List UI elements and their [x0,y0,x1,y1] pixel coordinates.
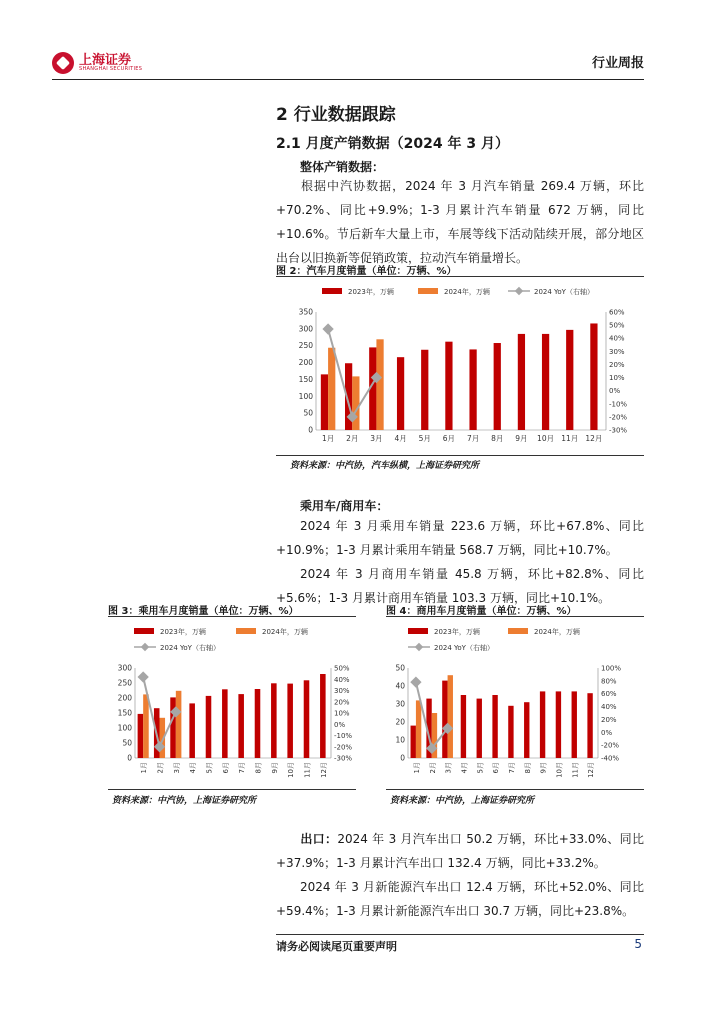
x-tick-label: 9月 [539,762,548,774]
x-tick-label: 1月 [321,434,335,443]
y-tick-label: 50 [395,663,405,673]
legend-label: 2023年，万辆 [160,628,206,636]
y2-tick-label: 40% [601,703,617,712]
bar-2023 [542,334,549,430]
fig4-bottom-rule [386,789,644,790]
y2-tick-label: 0% [609,387,621,396]
x-tick-label: 1月 [140,762,149,774]
x-tick-label: 1月 [412,762,421,774]
x-tick-label: 4月 [460,762,469,774]
y2-tick-label: -30% [609,426,628,435]
fig2-chart [276,278,644,454]
footer-divider [276,934,644,935]
fig3-title: 图 3：乘用车月度销量（单位：万辆、%） [108,606,299,617]
y-tick-label: 100 [117,723,132,733]
y2-tick-label: -20% [601,741,620,750]
legend-label: 2023年，万辆 [434,628,480,636]
x-tick-label: 3月 [370,434,383,443]
fig3-bottom-rule [108,789,356,790]
x-tick-label: 7月 [466,434,480,443]
legend-marker [515,287,523,295]
bar-2024 [376,339,383,430]
bar-2024 [328,348,335,430]
x-tick-label: 12月 [585,434,603,443]
overall-heading: 整体产销数据： [300,160,385,174]
yoy-marker [410,676,421,687]
y2-tick-label: 60% [609,308,625,317]
x-tick-label: 7月 [238,762,247,774]
bar-2023 [587,693,592,758]
legend-marker [415,643,423,651]
y-tick-label: 20 [395,717,405,727]
fig3-top-rule [108,616,356,617]
y2-tick-label: 20% [334,698,350,707]
bar-2024 [448,675,453,758]
x-tick-label: 5月 [476,762,485,774]
bar-2023 [411,726,416,758]
y2-tick-label: -40% [601,754,620,763]
y-tick-label: 50 [122,738,132,748]
legend-label: 2023年，万辆 [348,288,394,296]
overall-paragraph: 根据中汽协数据，2024 年 3 月汽车销量 269.4 万辆，环比+70.2%、同比+9.9%；1-3 月累计汽车销量 672 万辆，同比+10.6%。节后新车大量上市，车展等线下活动陆续开展，部分地区出台以旧换新等促销政策，拉动汽车销量增长。 [276,179,644,265]
legend-swatch [322,288,342,294]
y-tick-label: 10 [395,735,405,745]
y2-tick-label: 30% [609,347,625,356]
bar-2023 [271,683,277,758]
x-tick-label: 2月 [156,762,165,774]
fig4-title: 图 4：商用车月度销量（单位：万辆、%） [386,606,577,617]
x-tick-label: 12月 [587,762,596,778]
legend-label: 2024年，万辆 [262,628,308,636]
x-tick-label: 3月 [172,762,181,774]
fig4-chart [386,618,644,788]
section-title: 2 行业数据跟踪 [276,105,396,125]
bar-2023 [442,681,447,758]
header-divider [52,79,644,80]
y-tick-label: 100 [298,391,313,401]
x-tick-label: 6月 [221,762,230,774]
x-tick-label: 12月 [319,762,328,778]
y-tick-label: 150 [298,374,313,384]
legend-swatch [408,628,428,634]
export-paragraph-1: 出口：2024 年 3 月汽车出口 50.2 万辆，环比+33.0%、同比+37.9%；1-3 月累计汽车出口 132.4 万辆，同比+33.2%。 [276,832,644,870]
section-subtitle: 2.1 月度产销数据（2024 年 3 月） [276,136,510,152]
fig3-source: 资料来源：中汽协，上海证券研究所 [112,796,257,806]
x-tick-label: 7月 [507,762,516,774]
export-paragraph-2: 2024 年 3 月新能源汽车出口 12.4 万辆，环比+52.0%、同比+59.4%；1-3 月累计新能源汽车出口 30.7 万辆，同比+23.8%。 [276,880,644,918]
x-tick-label: 8月 [491,434,504,443]
y-tick-label: 300 [117,663,132,673]
y2-tick-label: 20% [601,715,617,724]
x-tick-label: 5月 [418,434,431,443]
y-tick-label: 30 [395,699,405,709]
y-tick-label: 40 [395,681,405,691]
y-tick-label: 0 [400,753,405,763]
x-tick-label: 8月 [254,762,263,774]
y2-tick-label: 0% [601,728,613,737]
y2-tick-label: 40% [334,675,350,684]
x-tick-label: 6月 [442,434,456,443]
bar-2023 [524,702,529,758]
bar-2023 [138,714,144,758]
y2-tick-label: 0% [334,720,346,729]
yoy-marker [322,323,333,334]
y-tick-label: 0 [308,425,313,435]
x-tick-label: 11月 [571,762,580,778]
x-tick-label: 2月 [346,434,359,443]
bar-2023 [566,330,573,430]
x-tick-label: 5月 [205,762,214,774]
bar-2024 [352,376,359,430]
x-tick-label: 10月 [555,762,564,778]
bar-2023 [421,350,428,430]
commercial-paragraph: 2024 年 3 月商用车销量 45.8 万辆，环比+82.8%、同比+5.6%；1-3 月累计商用车销量 103.3 万辆，同比+10.1%。 [276,567,644,605]
y-tick-label: 50 [303,408,313,418]
footer-disclaimer: 请务必阅读尾页重要声明 [276,940,397,953]
x-tick-label: 10月 [287,762,296,778]
bar-2023 [494,343,501,430]
y2-tick-label: 20% [609,360,625,369]
passenger-paragraph: 2024 年 3 月乘用车销量 223.6 万辆，环比+67.8%、同比+10.9%；1-3 月累计乘用车销量 568.7 万辆，同比+10.7%。 [276,519,644,557]
bar-2023 [540,691,545,758]
y-tick-label: 300 [298,324,313,334]
bar-2023 [321,374,328,430]
bar-2023 [189,703,195,758]
y-tick-label: 200 [117,693,132,703]
bar-2023 [397,357,404,430]
legend-swatch [418,288,438,294]
y2-tick-label: -20% [334,743,353,752]
x-tick-label: 8月 [523,762,532,774]
logo-name-en: SHANGHAI SECURITIES [79,66,143,72]
bar-2023 [518,334,525,430]
bar-2023 [222,689,228,758]
pass-comm-heading: 乘用车/商用车： [300,499,389,513]
y-tick-label: 0 [127,753,132,763]
y-tick-label: 250 [117,678,132,688]
logo [52,52,142,74]
bar-2023 [287,684,293,758]
x-tick-label: 11月 [561,434,579,443]
y-tick-label: 200 [298,358,313,368]
legend-swatch [508,628,528,634]
y-tick-label: 250 [298,341,313,351]
y2-tick-label: -10% [609,400,628,409]
bar-2023 [320,674,326,758]
x-tick-label: 10月 [537,434,555,443]
legend-label: 2024年，万辆 [444,288,490,296]
fig4-top-rule [386,616,644,617]
legend-label: 2024 YoY（右轴） [160,644,220,652]
bar-2024 [176,691,182,758]
logo-name: 上海证券 [79,53,132,68]
y2-tick-label: 80% [601,677,617,686]
legend-swatch [134,628,154,634]
bar-2023 [590,323,597,430]
bar-2023 [445,342,452,430]
y-tick-label: 150 [117,708,132,718]
y2-tick-label: 50% [334,664,350,673]
bar-2023 [255,689,261,758]
page-number: 5 [634,937,642,951]
logo-icon [52,52,74,74]
fig2-top-rule [276,276,644,277]
fig2-source: 资料来源：中汽协，汽车纵横，上海证券研究所 [290,461,480,471]
bar-2023 [469,349,476,430]
y2-tick-label: 10% [609,374,625,383]
y2-tick-label: 50% [609,321,625,330]
yoy-marker [138,671,149,682]
y2-tick-label: 10% [334,709,350,718]
bar-2023 [304,680,310,758]
bar-2024 [416,700,421,758]
bar-2023 [508,706,513,758]
y2-tick-label: 60% [601,690,617,699]
y2-tick-label: -20% [609,413,628,422]
fig2-bottom-rule [276,455,644,456]
legend-marker [141,643,149,651]
export-label: 出口： [300,832,338,846]
x-tick-label: 4月 [394,434,407,443]
y2-tick-label: -10% [334,732,353,740]
bar-2023 [572,691,577,758]
x-tick-label: 9月 [270,762,279,774]
x-tick-label: 11月 [303,762,312,778]
x-tick-label: 2月 [428,762,437,774]
y2-tick-label: 100% [601,664,622,673]
bar-2023 [477,699,482,758]
report-type: 行业周报 [591,56,644,71]
y-tick-label: 350 [298,307,313,317]
y2-tick-label: 40% [609,334,625,343]
x-tick-label: 9月 [515,434,528,443]
legend-label: 2024 YoY（右轴） [434,644,494,652]
legend-swatch [236,628,256,634]
y2-tick-label: -30% [334,754,353,763]
fig4-source: 资料来源：中汽协，上海证券研究所 [390,796,535,806]
legend-label: 2024年，万辆 [534,628,580,636]
legend-label: 2024 YoY（右轴） [534,288,594,296]
bar-2023 [206,696,212,758]
x-tick-label: 6月 [492,762,501,774]
fig2-title: 图 2：汽车月度销量（单位：万辆、%） [276,266,457,277]
bar-2023 [170,697,176,758]
fig3-chart [108,618,356,788]
y2-tick-label: 30% [334,687,350,695]
bar-2023 [556,691,561,758]
x-tick-label: 3月 [444,762,453,774]
bar-2023 [492,695,497,758]
bar-2023 [461,695,466,758]
bar-2023 [238,694,244,758]
x-tick-label: 4月 [189,762,198,774]
bar-2024 [143,694,149,758]
